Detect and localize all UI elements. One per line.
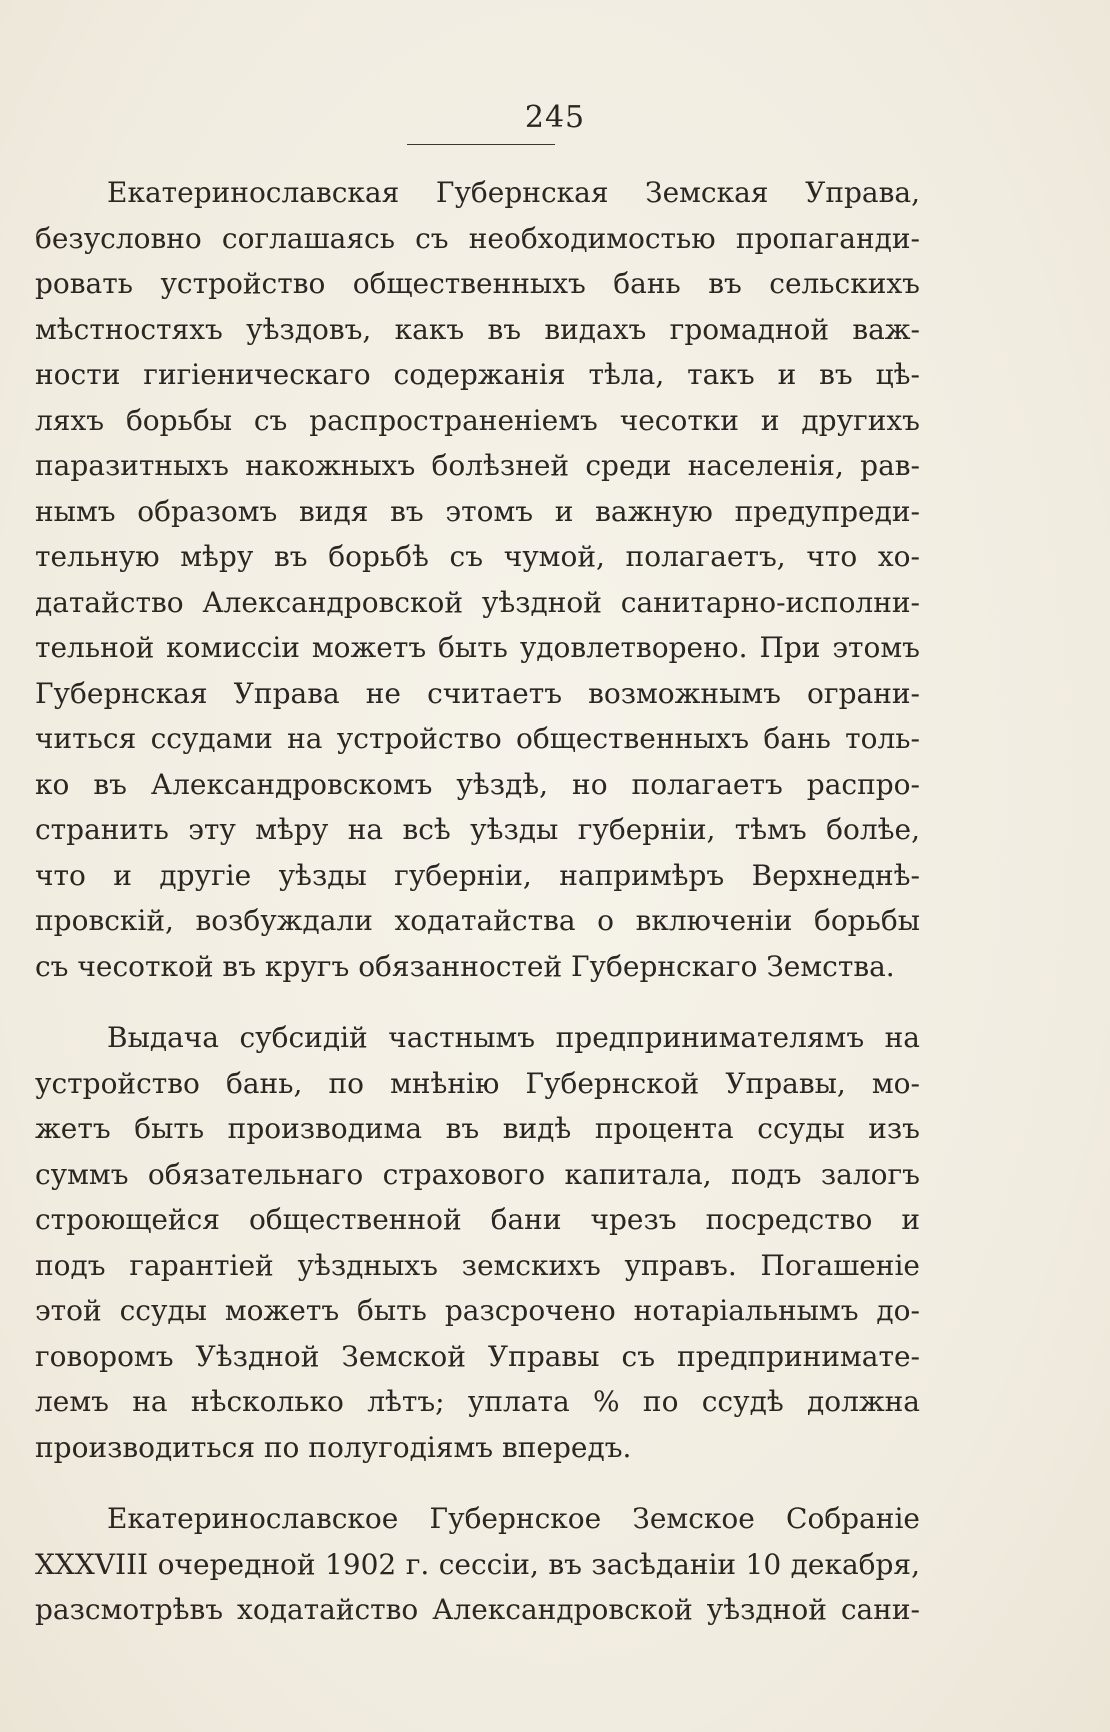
- text-line: Выдача субсидій частнымъ предпринимателямъ на: [107, 1021, 920, 1054]
- text-line: подъ гарантіей уѣздныхъ земскихъ управъ. Погашеніе: [35, 1248, 920, 1282]
- text-line: жетъ быть производима въ видѣ процента ссуды изъ: [35, 1112, 920, 1145]
- paragraph-gap: [35, 1470, 920, 1496]
- text-line: паразитныхъ накожныхъ болѣзней среди населенія, рав-: [35, 449, 920, 482]
- text-line: провскій, возбуждали ходатайства о включеніи борьбы: [35, 904, 920, 937]
- text-line: что и другіе уѣзды губерніи, напримѣръ Верхнеднѣ-: [35, 858, 920, 892]
- text-line: съ чесоткой въ кругъ обязанностей Губернскаго Земства.: [35, 949, 895, 983]
- text-line: безусловно соглашаясь съ необходимостью пропаганди-: [35, 221, 920, 255]
- text-line: Екатеринославская Губернская Земская Управа,: [107, 176, 920, 209]
- page-number-rule: [407, 144, 555, 145]
- text-line: тельную мѣру въ борьбѣ съ чумой, полагаетъ, что хо-: [35, 540, 920, 573]
- body-text: [35, 170, 920, 1633]
- text-line: ляхъ борьбы съ распространеніемъ чесотки и другихъ: [35, 403, 920, 437]
- text-line: мѣстностяхъ уѣздовъ, какъ въ видахъ громадной важ-: [35, 312, 920, 346]
- text-line: ко въ Александровскомъ уѣздѣ, но полагаетъ распро-: [35, 767, 920, 801]
- text-line: Екатеринославское Губернское Земское Собраніе: [107, 1502, 920, 1535]
- text-line: производиться по полугодіямъ впередъ.: [35, 1430, 632, 1464]
- text-line: нымъ образомъ видя въ этомъ и важную предупреди-: [35, 494, 920, 528]
- text-line: ности гигіеническаго содержанія тѣла, такъ и въ цѣ-: [35, 358, 920, 391]
- paragraph-2: [35, 1015, 920, 1470]
- paragraph-1: [35, 170, 920, 989]
- text-line: устройство бань, по мнѣнію Губернской Управы, мо-: [35, 1066, 920, 1100]
- text-line: говоромъ Уѣздной Земской Управы съ предпринимате-: [35, 1339, 920, 1373]
- text-line: разсмотрѣвъ ходатайство Александровской уѣздной сани-: [35, 1593, 920, 1626]
- text-line: странить эту мѣру на всѣ уѣзды губерніи, тѣмъ болѣе,: [35, 813, 920, 846]
- text-line: Губернская Управа не считаетъ возможнымъ ограни-: [35, 676, 920, 710]
- paragraph-gap: [35, 989, 920, 1015]
- text-line: ровать устройство общественныхъ бань въ сельскихъ: [35, 267, 920, 300]
- text-line: читься ссудами на устройство общественныхъ бань толь-: [35, 722, 920, 755]
- page-number: 245: [524, 100, 586, 135]
- text-line: датайство Александровской уѣздной санитарно-исполни-: [35, 585, 920, 619]
- text-line: строющейся общественной бани чрезъ посредство и: [35, 1203, 920, 1236]
- text-line: лемъ на нѣсколько лѣтъ; уплата % по ссудѣ должна: [35, 1385, 920, 1418]
- text-line: тельной комиссіи можетъ быть удовлетворено. При этомъ: [35, 631, 920, 664]
- text-line: этой ссуды можетъ быть разсрочено нотаріальнымъ до-: [35, 1294, 920, 1327]
- paragraph-3: [35, 1496, 920, 1633]
- text-line: суммъ обязательнаго страхового капитала, подъ залогъ: [35, 1157, 920, 1191]
- text-line: XXXVIII очередной 1902 г. сессіи, въ засѣданіи 10 декабря,: [35, 1547, 920, 1581]
